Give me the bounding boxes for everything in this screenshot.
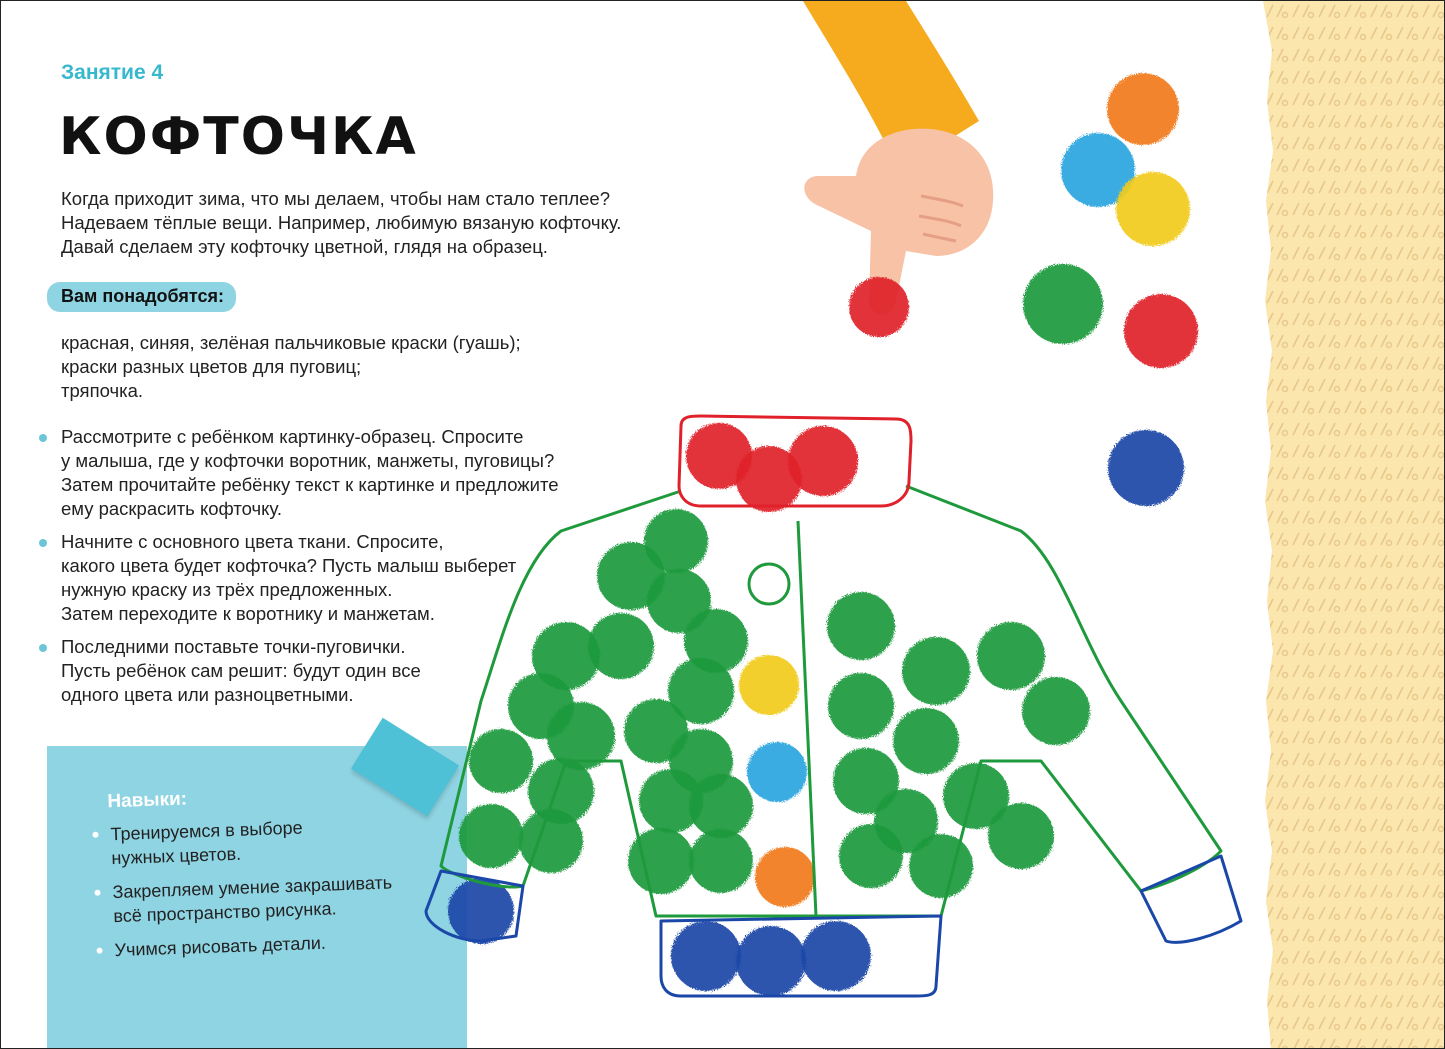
skill-line: Закрепляем умение закрашивать (112, 872, 393, 903)
instruction-line: какого цвета будет кофточка? Пусть малыш выберет (61, 555, 517, 576)
orange-paint-dot (1107, 73, 1179, 145)
instruction-line: Рассмотрите с ребёнком картинку-образец. Спросите (61, 426, 524, 447)
child-hand (803, 1, 993, 315)
instruction-line: одного цвета или разноцветными. (61, 684, 354, 705)
materials-heading: Вам понадобятся: (47, 282, 236, 312)
instruction-line: ему раскрасить кофточку. (61, 498, 282, 519)
materials-line: краски разных цветов для пуговиц; (61, 356, 362, 377)
green-paint-dot (469, 729, 533, 793)
materials-line: тряпочка. (61, 380, 144, 401)
blue-paint-dot (736, 926, 806, 996)
instruction-line: Затем прочитайте ребёнку текст к картинке и предложите (61, 474, 559, 495)
intro-line: Надеваем тёплые вещи. Например, любимую вязаную кофточку. (61, 212, 622, 233)
green-paint-dot (988, 803, 1054, 869)
red-paint-dot (1124, 294, 1198, 368)
blue-paint-dot (671, 921, 741, 991)
instruction-line: Затем переходите к воротнику и манжетам. (61, 603, 435, 624)
skill-line: нужных цветов. (111, 843, 242, 869)
red-paint-dot (788, 426, 858, 496)
green-paint-dot (459, 804, 523, 868)
skills-heading: Навыки: (107, 788, 188, 813)
page-title: КОФТОЧКА (59, 107, 418, 167)
blue-paint-dot (801, 921, 871, 991)
green-paint-dot (1022, 677, 1090, 745)
green-paint-dot (639, 769, 703, 833)
blue-paint-dot (1108, 430, 1184, 506)
green-paint-dot (828, 673, 894, 739)
green-paint-dot (839, 824, 903, 888)
instruction-line: у малыша, где у кофточки воротник, манжеты, пуговицы? (61, 450, 555, 471)
skill-line: всё пространство рисунка. (113, 898, 337, 927)
skill-line: Тренируемся в выборе (110, 817, 303, 845)
paint-dots-group (448, 73, 1198, 996)
red-paint-dot (849, 277, 909, 337)
instruction-line: Пусть ребёнок сам решит: будут один все (61, 660, 421, 681)
intro-line: Когда приходит зима, что мы делаем, чтобы нам стало теплее? (61, 188, 611, 209)
light-blue-button-dot (747, 742, 807, 802)
green-paint-dot (519, 809, 583, 873)
instruction-line: Начните с основного цвета ткани. Спросите, (61, 531, 444, 552)
instruction-line: Последними поставьте точки-пуговички. (61, 636, 406, 657)
illustration (1, 1, 1263, 1049)
decorative-side-strip (1263, 1, 1445, 1049)
green-paint-dot (977, 622, 1045, 690)
skill-line: Учимся рисовать детали. (114, 932, 327, 961)
green-paint-dot (909, 834, 973, 898)
yellow-button-dot (739, 655, 799, 715)
materials-line: красная, синяя, зелёная пальчиковые краски (гуашь); (61, 332, 521, 353)
orange-button-dot (755, 847, 815, 907)
green-paint-dot (1023, 264, 1103, 344)
green-paint-dot (827, 592, 895, 660)
green-paint-dot (689, 829, 753, 893)
intro-line: Давай сделаем эту кофточку цветной, глядя на образец. (61, 236, 548, 257)
green-paint-dot (902, 637, 970, 705)
instruction-line: нужную краску из трёх предложенных. (61, 579, 393, 600)
yellow-paint-dot (1116, 172, 1190, 246)
green-paint-dot (893, 708, 959, 774)
lesson-label: Занятие 4 (61, 61, 164, 84)
